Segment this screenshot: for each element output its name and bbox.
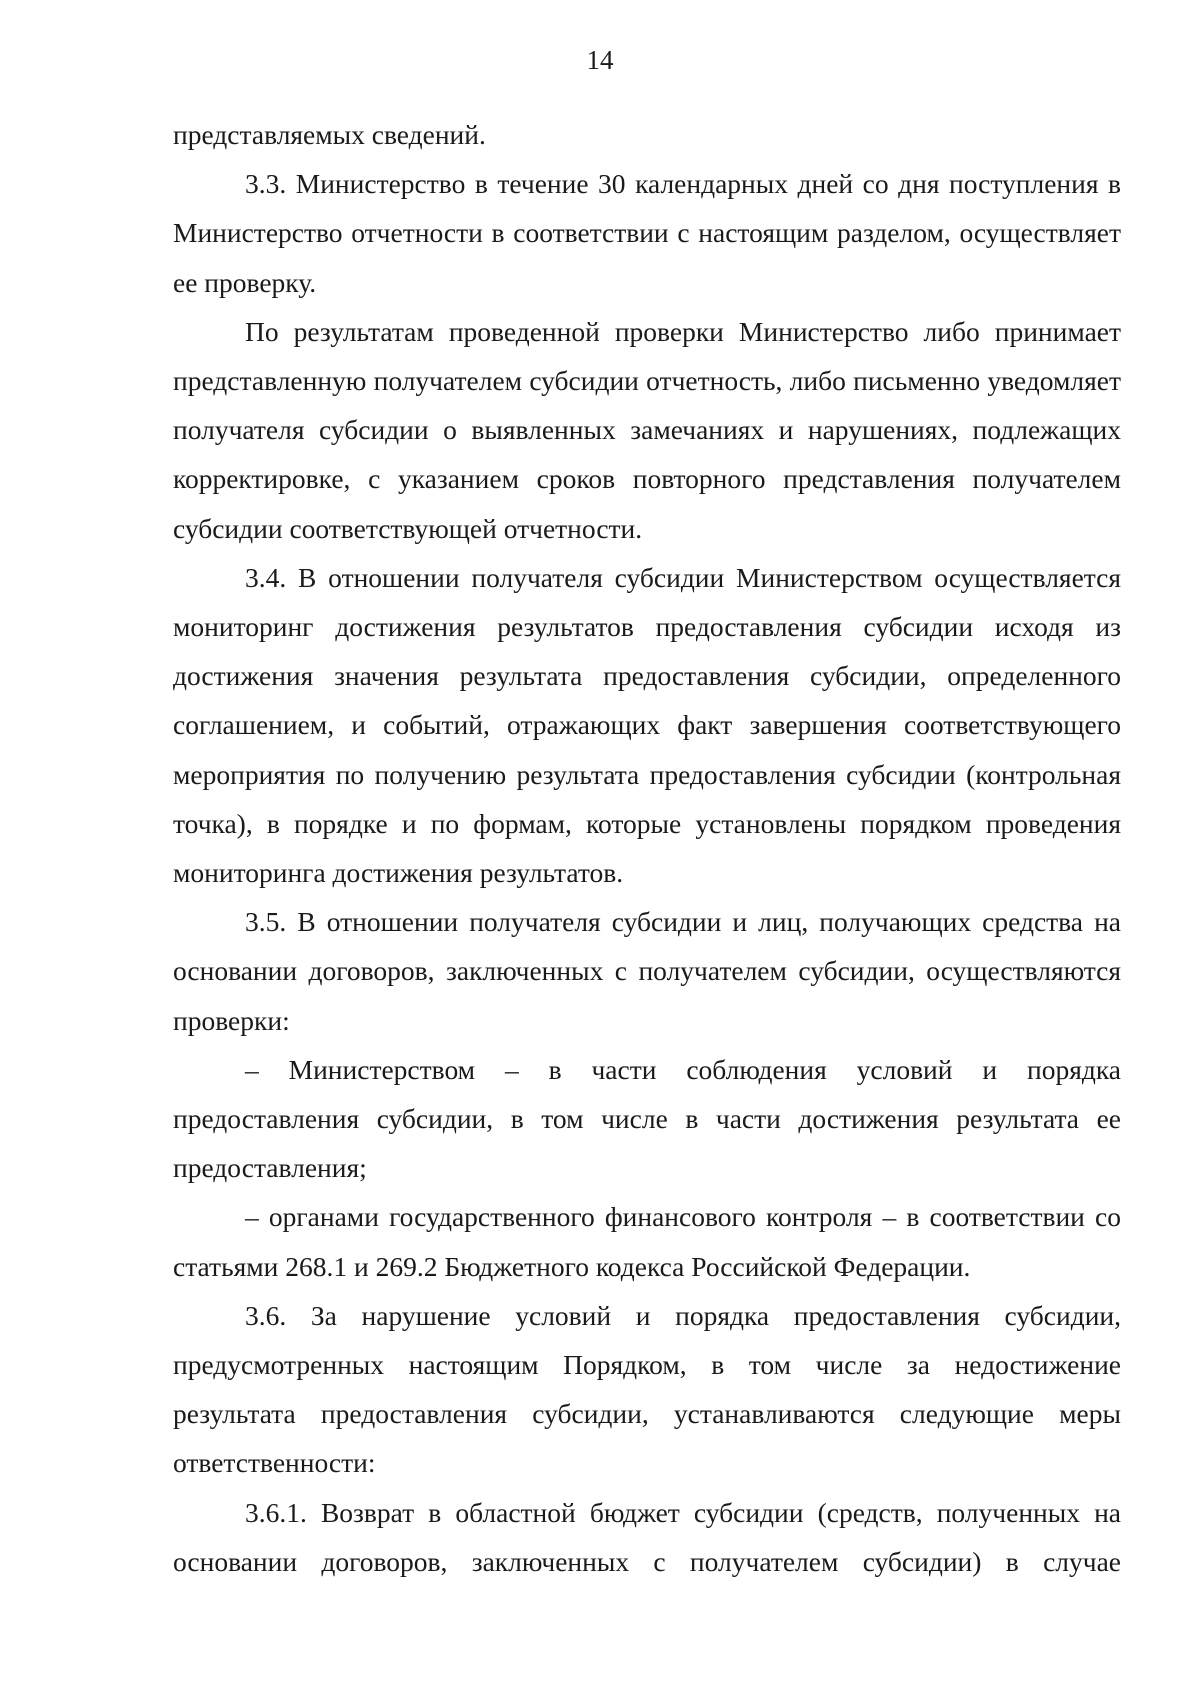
- paragraph-3-5: 3.5. В отношении получателя субсидии и лиц, получающих средства на основании договоров, заключенных с получателем субсидии, осуществляются проверки:: [173, 906, 1121, 1036]
- page-number: 14: [586, 45, 614, 75]
- paragraph-3-4: 3.4. В отношении получателя субсидии Министерством осуществляется мониторинг достижения результатов предоставления субсидии исходя из достижения значения результата предоставления субсидии, определенного соглашением, и событий, отражающих факт завершения соответствующего мероприятия по получению результата предоставления субсидии (контрольная точка), в порядке и по формам, которые установлены порядком проведения мониторинга достижения результатов.: [173, 561, 1121, 889]
- paragraph-check-results: По результатам проведенной проверки Министерство либо принимает представленную получателем субсидии отчетность, либо письменно уведомляет получателя субсидии о выявленных замечаниях и нарушениях, подлежащих корректировке, с указанием сроков повторного представления получателем субсидии соответствующей отчетности.: [173, 315, 1121, 544]
- list-item-ministry: – Министерством – в части соблюдения условий и порядка предоставления субсидии, в том числе в части достижения результата ее предоставления;: [173, 1053, 1121, 1184]
- document-body: [173, 110, 1121, 1586]
- paragraph-3-6-1: 3.6.1. Возврат в областной бюджет субсидии (средств, полученных на основании договоров, заключенных с получателем субсидии) в случае: [173, 1496, 1121, 1577]
- paragraph-continuation: представляемых сведений.: [173, 119, 486, 150]
- paragraph-3-3: 3.3. Министерство в течение 30 календарных дней со дня поступления в Министерство отчетности в соответствии с настоящим разделом, осуществляет ее проверку.: [173, 168, 1121, 298]
- list-item-financial-control: – органами государственного финансового контроля – в соответствии со статьями 268.1 и 269.2 Бюджетного кодекса Российской Федерации.: [173, 1201, 1121, 1282]
- paragraph-3-6: 3.6. За нарушение условий и порядка предоставления субсидии, предусмотренных настоящим Порядком, в том числе за недостижение результата предоставления субсидии, устанавливаются следующие меры ответственности:: [173, 1299, 1121, 1479]
